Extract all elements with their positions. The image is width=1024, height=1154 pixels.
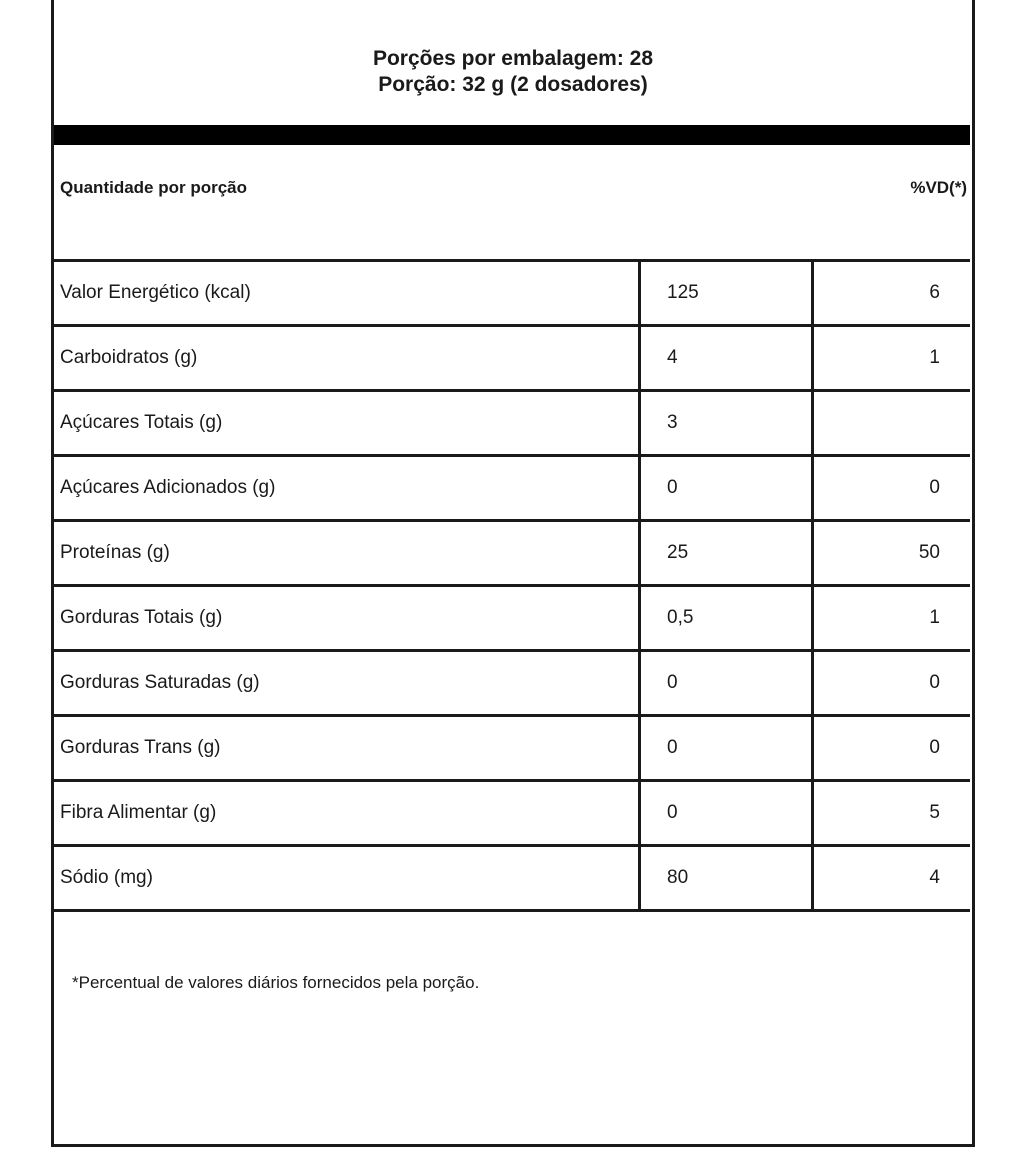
nutrient-name: Gorduras Totais (g): [54, 586, 640, 651]
table-row: [54, 391, 970, 456]
nutrient-quantity: 0: [640, 456, 813, 521]
nutrient-quantity: 125: [640, 261, 813, 326]
nutrient-name: Gorduras Saturadas (g): [54, 651, 640, 716]
nutrient-quantity: 4: [640, 326, 813, 391]
nutrient-daily-value: 4: [813, 846, 971, 911]
nutrient-daily-value: 6: [813, 261, 971, 326]
nutrient-name: Fibra Alimentar (g): [54, 781, 640, 846]
nutrient-name: Carboidratos (g): [54, 326, 640, 391]
footnote: *Percentual de valores diários fornecidos pela porção.: [72, 973, 480, 992]
nutrient-quantity: 0: [640, 781, 813, 846]
table-row: [54, 846, 970, 911]
nutrition-table: [54, 259, 970, 912]
nutrient-quantity: 25: [640, 521, 813, 586]
nutrient-name: Açúcares Adicionados (g): [54, 456, 640, 521]
nutrient-quantity: 0: [640, 651, 813, 716]
table-row: [54, 261, 970, 326]
nutrient-name: Valor Energético (kcal): [54, 261, 640, 326]
table-row: [54, 521, 970, 586]
nutrient-daily-value: [813, 391, 971, 456]
table-row: [54, 326, 970, 391]
nutrient-daily-value: 0: [813, 456, 971, 521]
nutrient-name: Sódio (mg): [54, 846, 640, 911]
table-row: [54, 781, 970, 846]
nutrient-daily-value: 0: [813, 716, 971, 781]
nutrient-quantity: 3: [640, 391, 813, 456]
nutrient-daily-value: 0: [813, 651, 971, 716]
nutrient-daily-value: 5: [813, 781, 971, 846]
nutrient-name: Açúcares Totais (g): [54, 391, 640, 456]
nutrient-name: Gorduras Trans (g): [54, 716, 640, 781]
nutrient-quantity: 80: [640, 846, 813, 911]
nutrient-quantity: 0: [640, 716, 813, 781]
nutrient-daily-value: 1: [813, 586, 971, 651]
table-row: [54, 586, 970, 651]
header-amount-per-serving: Quantidade por porção: [60, 178, 248, 197]
nutrient-daily-value: 50: [813, 521, 971, 586]
serving-size: Porção: 32 g (2 dosadores): [378, 73, 648, 96]
header-daily-value: %VD(*): [910, 178, 967, 197]
table-row: [54, 716, 970, 781]
table-row: [54, 456, 970, 521]
nutrient-name: Proteínas (g): [54, 521, 640, 586]
table-row: [54, 651, 970, 716]
nutrient-daily-value: 1: [813, 326, 971, 391]
separator-bar: [54, 125, 970, 145]
nutrient-quantity: 0,5: [640, 586, 813, 651]
servings-per-package: Porções por embalagem: 28: [372, 47, 654, 70]
